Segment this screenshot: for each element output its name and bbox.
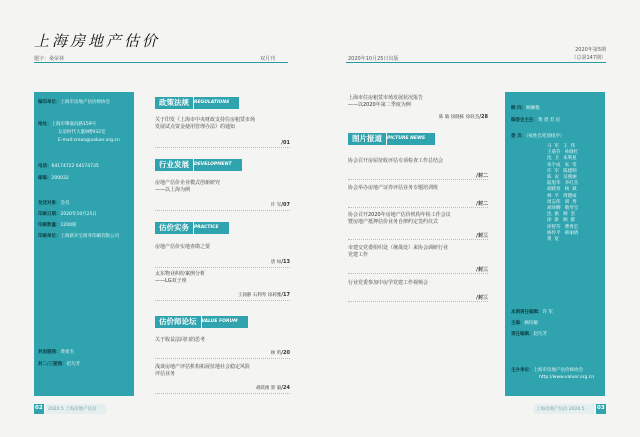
article-title[interactable]: 协会召开房屋征收评估专项检查工作总结会: [348, 158, 444, 164]
divider: [348, 179, 488, 180]
editorial-board-panel: [505, 92, 605, 396]
article-title[interactable]: 关于收益法回归的思考: [155, 337, 206, 343]
article-title[interactable]: 上海市住房租赁市场发展状况报告 ——以2020年第二季度为例: [348, 95, 424, 108]
page-ref: /封三: [476, 295, 488, 301]
print-date-row: 印刷日期：2020年10月25日: [38, 212, 97, 217]
divider: [348, 239, 488, 240]
page-ref: 林 昕/20: [270, 350, 290, 356]
publisher-info-panel: [34, 92, 134, 396]
section-header-value-forum: 估价师论坛 VALUE FORUM: [155, 316, 248, 328]
issue-editor-row: 本期责任编辑：许 军: [511, 310, 553, 315]
article-title[interactable]: 浅谈房地产评估机构拓展征地社会稳定风险 评估业务: [155, 364, 251, 377]
page-ref: 王润静 石利琴 徐莉雅/17: [237, 292, 290, 298]
page-ref: /01: [281, 140, 290, 146]
issue-total: （总第147期）: [571, 55, 606, 61]
address-line-2: 友谊时代大厦9楼932室: [58, 130, 106, 135]
divider: [155, 358, 290, 359]
article-title[interactable]: 协会举办房地产证券评估业务专题培训班: [348, 185, 439, 191]
divider: [348, 301, 488, 302]
right-footer-text: 上海房地产估价 2020.5: [536, 407, 585, 412]
section-header-practice: 估价实务 PRACTICE: [155, 222, 229, 234]
article-title[interactable]: 房地产估价实地查勘之要: [155, 244, 211, 250]
postcode-row: 邮编：200032: [38, 176, 69, 181]
inscription: 题字：桑荣林: [34, 56, 65, 62]
section-header-picture-news: 图片报道 PICTURE NEWS: [348, 133, 435, 145]
host-row: 主办单位：上海市房地产估价师协会: [511, 368, 583, 373]
page-ref: 许 军/07: [270, 202, 290, 208]
left-page-number: 02: [35, 405, 43, 411]
cover-row: 封面题图：黄希杰: [38, 350, 74, 355]
header-rule-right: [346, 62, 606, 63]
printer-row: 印刷单位：上海新开宝商务印刷有限公司: [38, 234, 119, 239]
page-ref: /封三: [476, 233, 488, 239]
masthead-logo: 上海房地产估价: [34, 32, 161, 50]
committee-row: 委 员：（按姓氏笔划排序）: [511, 134, 565, 139]
page-ref: 胡跃俊 郭 毅/24: [255, 385, 290, 391]
frequency: 双月刊: [260, 56, 276, 62]
divider: [155, 393, 290, 394]
article-title[interactable]: 太东物业纠纷案例分析 ——LG双子座: [155, 271, 206, 284]
header-rule-left: [34, 62, 288, 63]
article-title[interactable]: 行业党委参加中房学党建工作视频会: [348, 280, 429, 286]
page-ref: /封三: [476, 267, 488, 273]
divider: [155, 147, 290, 148]
committee-members: 马 军 王 伟 王菊芬 孙晓红 沈 卫 朱利星 朱宇成 朱 雯 许 军 陈建明 陈 安 吴燕丽 陆旭华 李红杰 胡晓春 杨 斌 林 平 周德成 周志伟 胡 秀 胡珍聊 敬琴宝 沈 旗 顾 坚 徐 新 顾 群 徐智芬 曹秀宏 杨传平 韩丽倩 黄 宽: [547, 144, 579, 243]
page-ref: 陈 敏 徐晓栋 徐轶杰/28: [438, 114, 488, 120]
target-row: 发送对象：会员: [38, 201, 70, 206]
article-title[interactable]: 市建交党委组织处（统战处）来协会调研行业 党建工作: [348, 245, 449, 258]
page-ref: /封二: [476, 173, 488, 179]
divider: [155, 300, 290, 301]
article-title[interactable]: 协会召开2020年房地产估价机构年检工作会议 暨房地产抵押估价业务自律约定签约仪式: [348, 212, 451, 225]
section-header-regulations: 政策法规 REGULATIONS: [155, 97, 239, 109]
sponsor-row: 编印单位：上海市房地产估价师协会: [38, 100, 110, 105]
exec-editor-row: 责任编辑：赵巧芳: [511, 332, 547, 337]
address-row: 地址：上海市肇嘉浜路159号: [38, 122, 97, 127]
chief-editor-row: 主编：顾均敏: [511, 321, 538, 326]
divider: [348, 207, 488, 208]
website-link[interactable]: http://www.valuer.org.cn: [539, 375, 595, 380]
right-page-number: 03: [597, 405, 605, 411]
divider: [155, 210, 290, 211]
print-count-row: 印刷数量：1200册: [38, 223, 77, 228]
layout-row: 封二/三题图：赵巧芳: [38, 362, 81, 367]
publish-date: 2020年10月25日出版: [348, 56, 399, 62]
page-ref: 唐 如/13: [270, 259, 290, 265]
article-title[interactable]: 房地产估价企业模式创新研究 ——以上海为例: [155, 180, 221, 193]
issue-number: 2020年第5期: [575, 47, 606, 53]
tel-row: 电话：64174722 64174735: [38, 164, 99, 169]
page-ref: /封二: [476, 201, 488, 207]
email: E-mail:sreaa@valuer.org.cn: [58, 138, 120, 143]
divider: [348, 273, 488, 274]
article-title[interactable]: 关于印发《上海市中央财政支持住房租赁市场 发展试点资金使用管理办法》的通知: [155, 117, 256, 130]
director-row: 编委会主任：黄 赟 苏 民: [511, 118, 561, 123]
consultant-row: 顾 问：顾佩根: [511, 106, 540, 111]
section-header-development: 行业发展 DEVELOPMENT: [155, 159, 242, 171]
divider: [155, 267, 290, 268]
left-footer-text: 2020.5 上海房地产估价: [48, 407, 97, 412]
